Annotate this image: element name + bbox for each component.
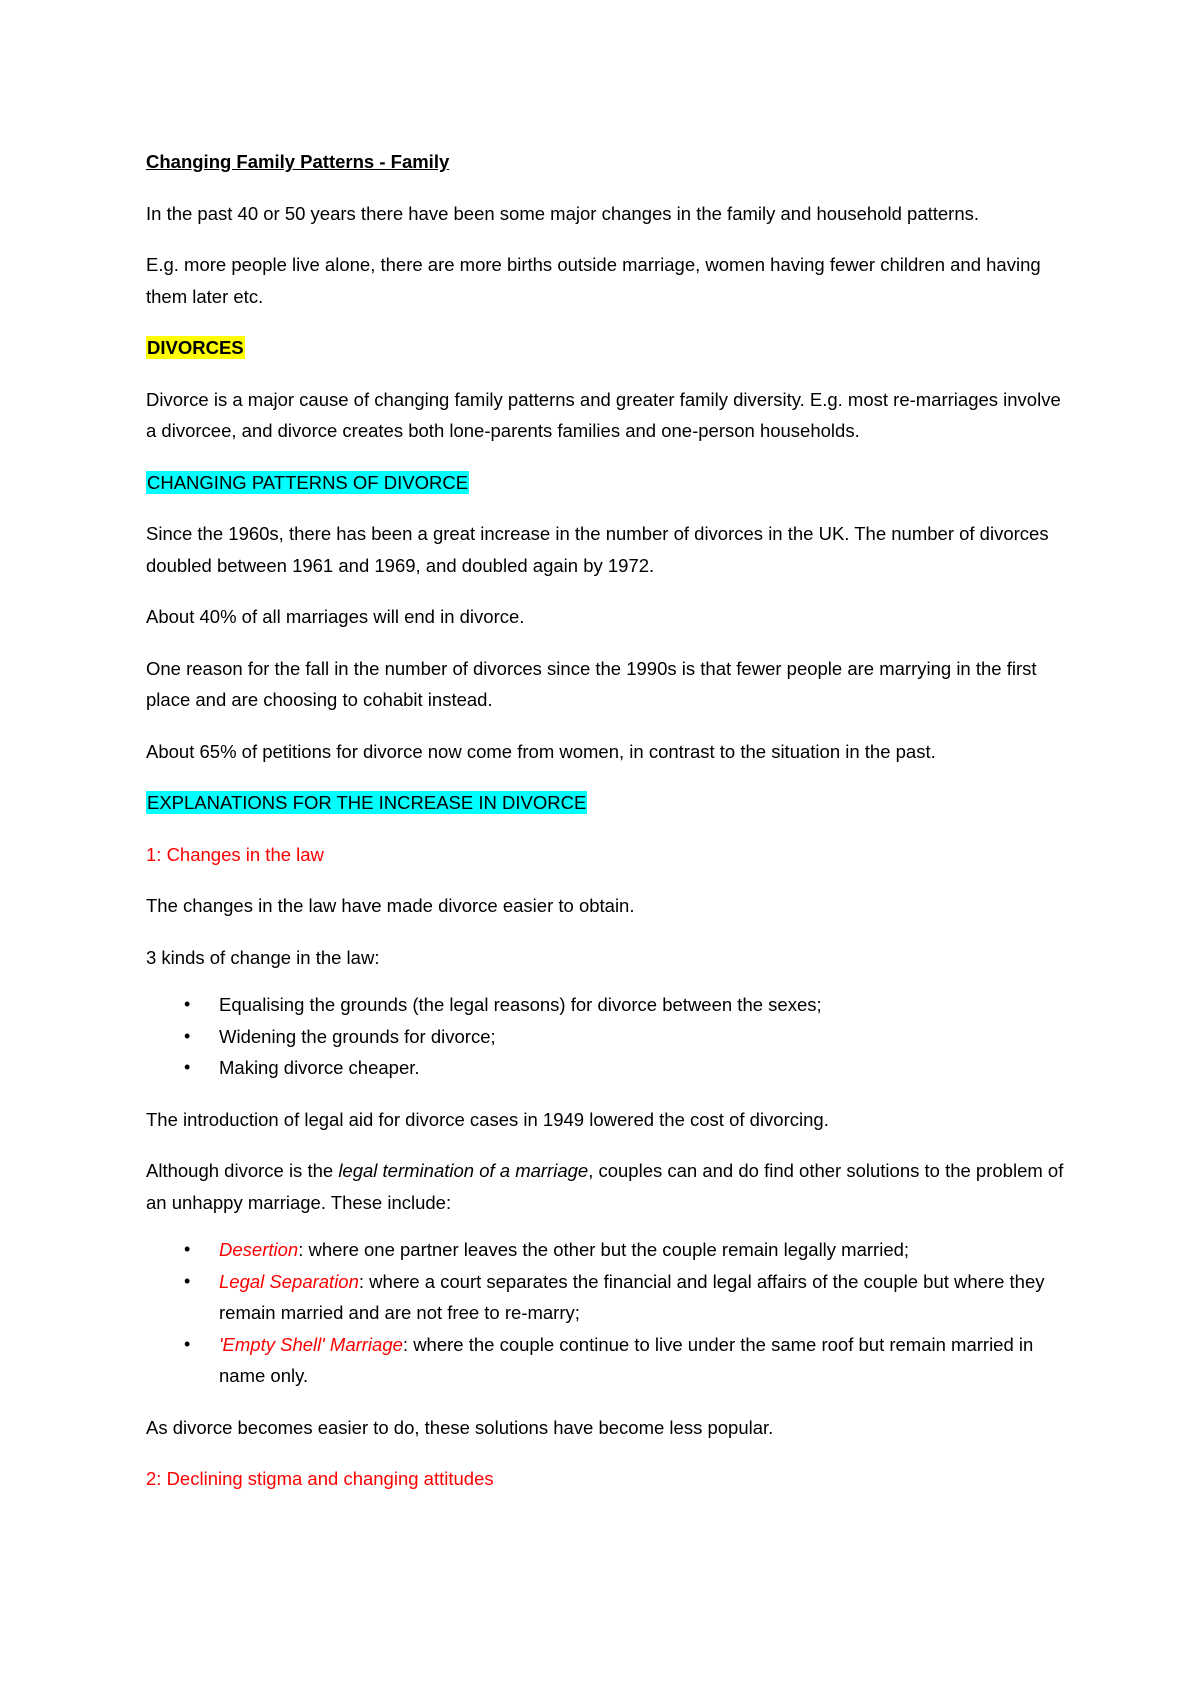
bullet-icon: • [184,1333,191,1354]
document-body [146,146,1066,1515]
solution-desc: : where one partner leaves the other but the couple remain legally married; [298,1239,910,1260]
section-heading-divorces-text: DIVORCES [147,337,244,358]
section-heading-divorces [146,332,1066,364]
section-heading-changing-patterns [146,467,1066,499]
bullet-icon: • [184,1239,191,1259]
subheading-declining-stigma: 2: Declining stigma and changing attitudes [146,1468,494,1489]
solution-desc: : where a court separates the financial and legal affairs of the couple but where they remain married and are not free to re-marry; [219,1270,1045,1323]
law-paragraph-3: The introduction of legal aid for divorce cases in 1949 lowered the cost of divorcing. [146,1108,829,1130]
although-prefix: Although divorce is the [146,1160,339,1181]
list-item [146,1329,1066,1392]
solution-term: 'Empty Shell' Marriage [219,1333,403,1355]
law-paragraph-1: The changes in the law have made divorce easier to obtain. [146,895,635,916]
patterns-paragraph-1: Since the 1960s, there has been a great increase in the number of divorces in the UK. The number of divorces doubled between 1961 and 1969, and doubled again by 1972. [146,523,1049,576]
intro-paragraph-1: In the past 40 or 50 years there have been some major changes in the family and household patterns. [146,202,980,224]
section-heading-explanations [146,787,1066,819]
patterns-paragraph-4: About 65% of petitions for divorce now come from women, in contrast to the situation in the past. [146,740,936,762]
although-italic-term: legal termination of a marriage [338,1160,589,1181]
bullet-icon: • [184,994,191,1014]
solutions-after-paragraph: As divorce becomes easier to do, these solutions have become less popular. [146,1416,774,1438]
patterns-paragraph-3: One reason for the fall in the number of divorces since the 1990s is that fewer people are marrying in the first place and are choosing to cohabit instead. [146,657,1037,710]
list-item [146,1234,1066,1266]
patterns-paragraph-2: About 40% of all marriages will end in divorce. [146,606,525,627]
solution-term: Desertion [219,1239,299,1260]
although-paragraph [146,1155,1066,1218]
solutions-bullet-list [146,1234,1066,1392]
solution-desc: : where the couple continue to live under the same roof but remain married in name only. [219,1333,1034,1386]
list-item [146,1052,1066,1084]
list-item [146,1021,1066,1053]
bullet-icon: • [184,1025,191,1046]
list-item-text: Equalising the grounds (the legal reasons) for divorce between the sexes; [219,994,822,1015]
bullet-icon: • [184,1057,191,1077]
intro-paragraph-2: E.g. more people live alone, there are more births outside marriage, women having fewer children and having them later etc. [146,254,1041,307]
list-item [146,1266,1066,1329]
section-heading-changing-patterns-text: CHANGING PATTERNS OF DIVORCE [147,471,469,493]
list-item-text: Making divorce cheaper. [219,1057,420,1078]
bullet-icon: • [184,1270,191,1291]
solution-term: Legal Separation [219,1270,359,1292]
divorces-paragraph: Divorce is a major cause of changing family patterns and greater family diversity. E.g. most re-marriages involve a divorcee, and divorce creates both lone-parents families and one-person households. [146,388,1061,441]
list-item [146,989,1066,1021]
although-suffix: , couples can and do find other solutions to the problem of an unhappy marriage. These include: [146,1160,1064,1213]
document-title: Changing Family Patterns - Family [146,151,450,172]
law-paragraph-2: 3 kinds of change in the law: [146,946,380,968]
subheading-changes-in-law: 1: Changes in the law [146,843,324,865]
list-item-text: Widening the grounds for divorce; [219,1025,496,1047]
section-heading-explanations-text: EXPLANATIONS FOR THE INCREASE IN DIVORCE [147,792,587,813]
law-bullet-list [146,989,1066,1084]
